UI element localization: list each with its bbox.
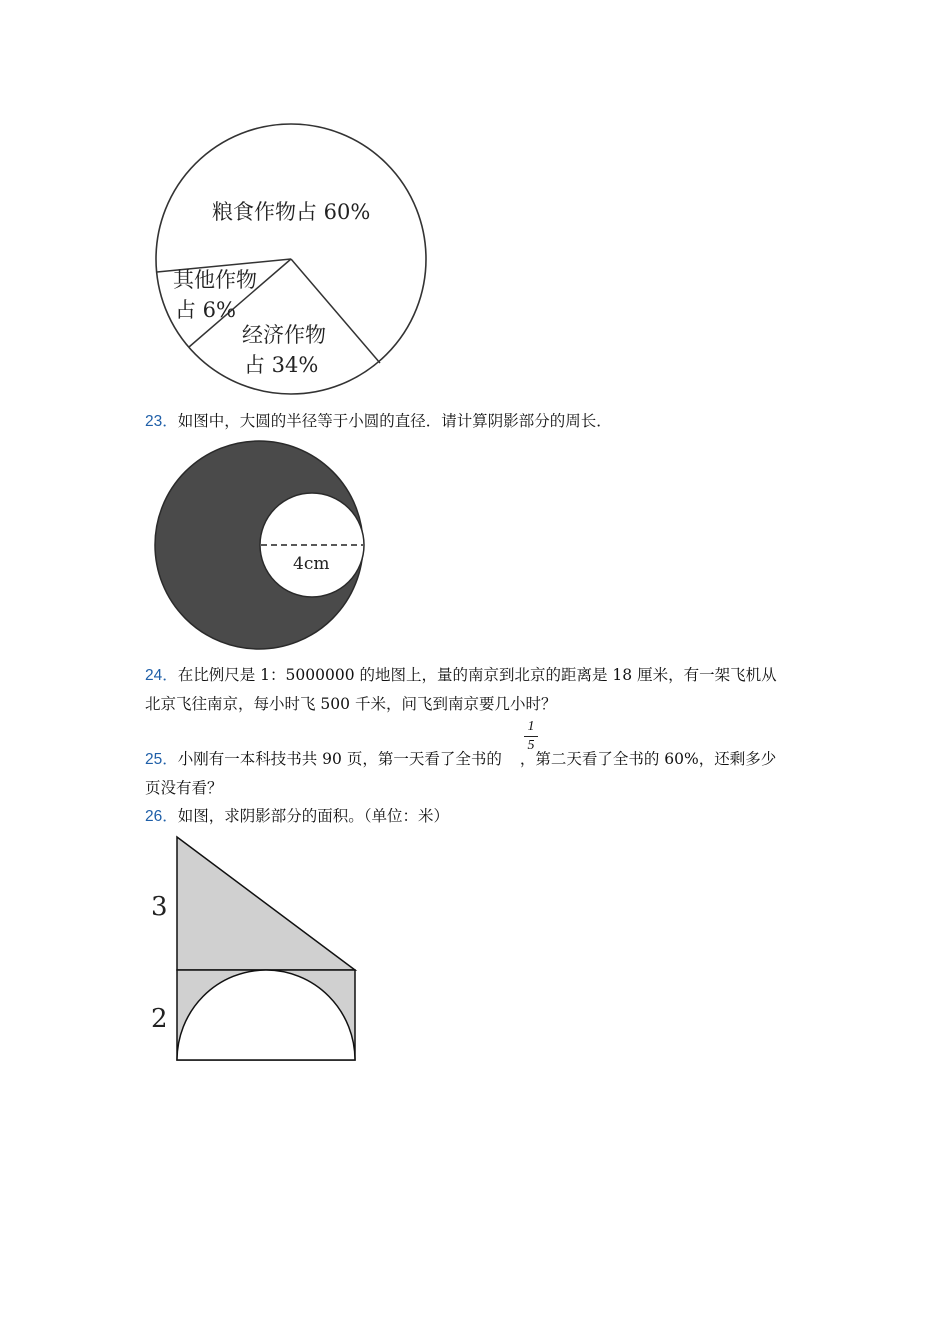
question-number: 26． xyxy=(145,808,178,825)
fraction-one-fifth xyxy=(524,719,538,754)
pie-label-other-pct: 占 6% xyxy=(175,298,236,322)
question-text: 如图中，大圆的半径等于小圆的直径．请计算阴影部分的周长． xyxy=(177,412,612,430)
pie-label-economic-pct: 占 34% xyxy=(244,353,319,377)
height-label-bottom: 2 xyxy=(151,1004,168,1034)
question-text: 小刚有一本科技书共 90 页，第一天看了全书的 xyxy=(177,750,502,768)
question-25-line1 xyxy=(145,745,776,774)
fraction-denominator: 5 xyxy=(527,738,535,753)
question-number: 23． xyxy=(145,413,178,430)
pie-label-grain: 粮食作物占 60% xyxy=(212,200,371,224)
pie-label-other: 其他作物 xyxy=(173,268,257,292)
question-text: 北京飞往南京，每小时飞 500 千米，问飞到南京要几小时？ xyxy=(145,695,557,713)
question-26 xyxy=(145,802,449,831)
question-number: 24． xyxy=(145,667,178,684)
question-24-line2 xyxy=(145,690,556,718)
pie-chart-figure xyxy=(150,118,435,403)
pie-label-economic: 经济作物 xyxy=(242,323,326,347)
question-25-line2 xyxy=(145,774,223,802)
question-23 xyxy=(145,407,612,436)
question-text: 在比例尺是 1：5000000 的地图上，量的南京到北京的距离是 18 厘米，有一架飞机从 xyxy=(177,666,777,684)
question-24-line1 xyxy=(145,661,777,690)
diameter-label: 4cm xyxy=(293,554,330,574)
question-text: 如图，求阴影部分的面积。（单位：米） xyxy=(177,807,450,825)
fraction-numerator: 1 xyxy=(527,719,535,734)
question-number: 25． xyxy=(145,751,178,768)
height-label-top: 3 xyxy=(151,892,168,922)
question-text-cont: ，第二天看了全书的 60%，还剩多少 xyxy=(519,750,777,768)
circle-figure xyxy=(148,440,370,652)
question-text: 页没有看？ xyxy=(145,779,223,797)
triangle-semicircle-figure xyxy=(145,832,365,1067)
